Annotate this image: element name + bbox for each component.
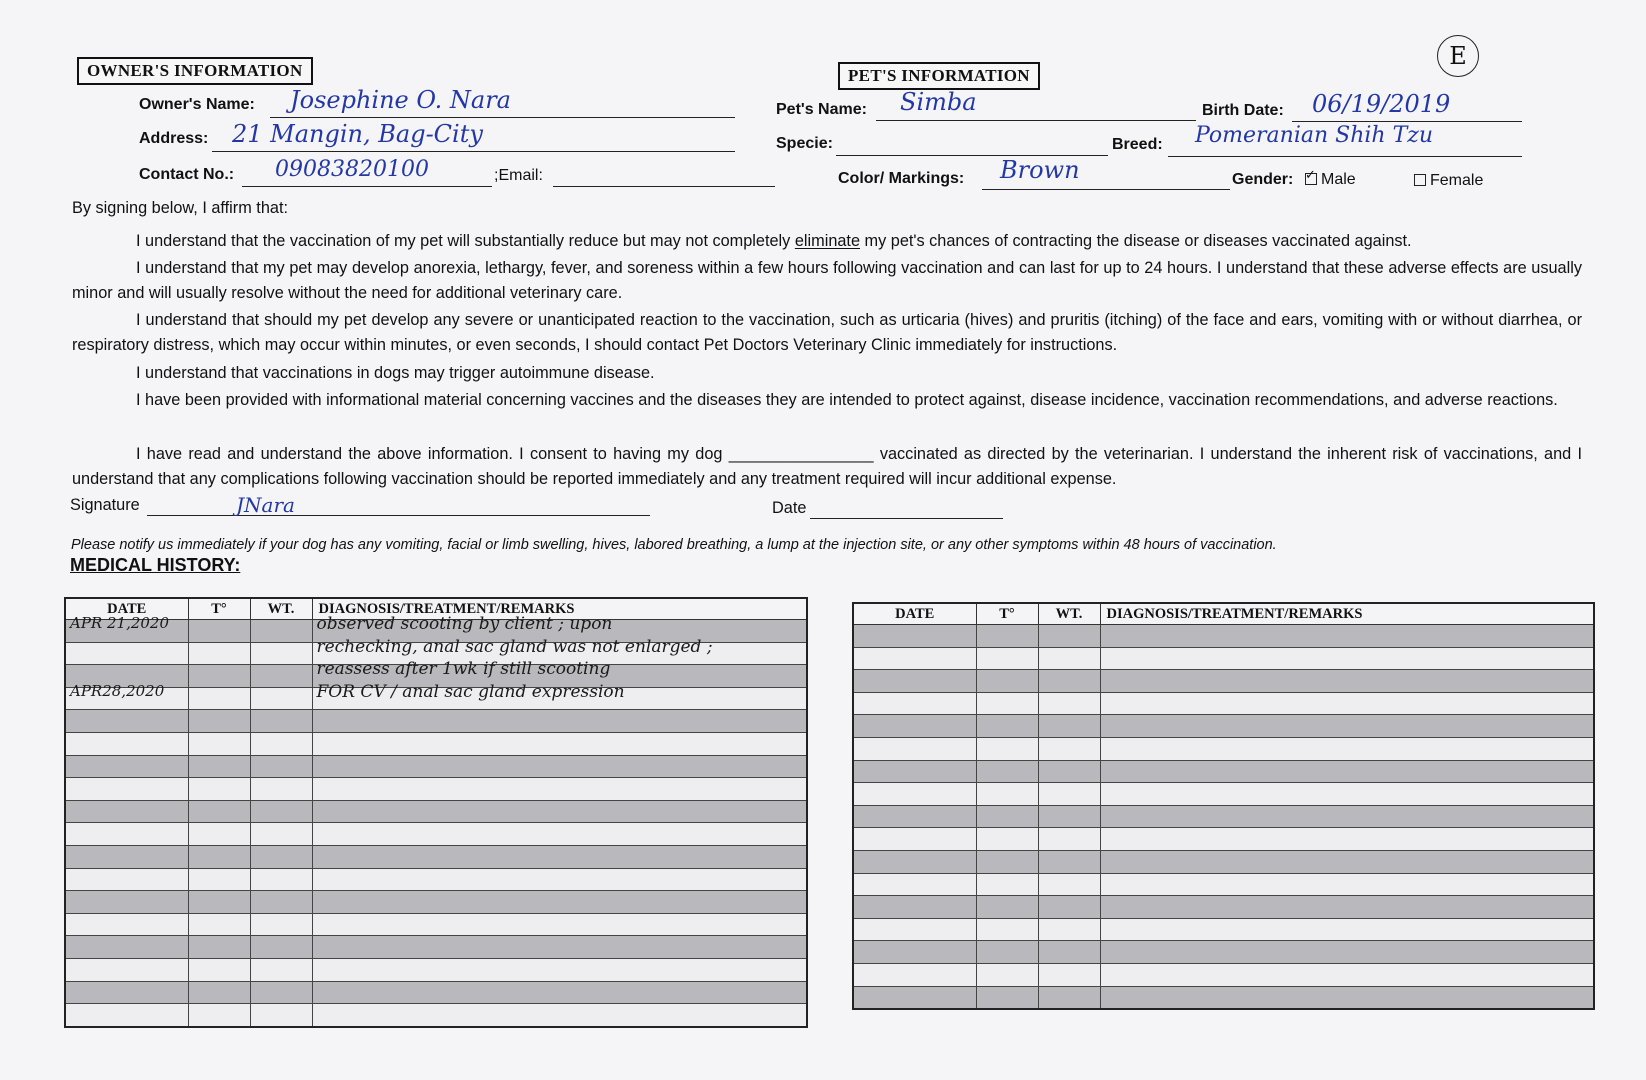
- owner-section-title: OWNER'S INFORMATION: [77, 57, 313, 85]
- cell-temp[interactable]: [188, 1004, 250, 1027]
- cell-date[interactable]: [65, 958, 188, 981]
- cell-date[interactable]: [65, 891, 188, 914]
- cell-temp[interactable]: [188, 800, 250, 823]
- cell-temp[interactable]: [188, 665, 250, 688]
- cell-date[interactable]: [853, 828, 976, 851]
- cell-date[interactable]: [65, 732, 188, 755]
- cell-temp[interactable]: [188, 642, 250, 665]
- consent-paragraph-6: [72, 442, 1582, 492]
- table-row: [853, 692, 1594, 715]
- cell-temp[interactable]: [188, 913, 250, 936]
- medical-history-title: MEDICAL HISTORY:: [70, 555, 241, 575]
- cell-date[interactable]: [853, 625, 976, 648]
- cell-remarks[interactable]: [1100, 850, 1594, 873]
- female-checkbox[interactable]: [1414, 174, 1426, 186]
- specie-label: Specie:: [776, 135, 833, 152]
- owner-name-line: [270, 117, 735, 118]
- cell-date[interactable]: [65, 681, 188, 710]
- cell-weight[interactable]: [1038, 692, 1100, 715]
- cell-remarks[interactable]: [312, 936, 807, 959]
- cell-date[interactable]: [853, 783, 976, 806]
- cell-weight[interactable]: [1038, 805, 1100, 828]
- cell-temp[interactable]: [188, 755, 250, 778]
- cell-remarks[interactable]: [312, 981, 807, 1004]
- cell-remarks[interactable]: [1100, 783, 1594, 806]
- cell-date[interactable]: [65, 936, 188, 959]
- cell-date[interactable]: [853, 647, 976, 670]
- cell-remarks-text: rechecking, anal sac gland was not enlarged ;: [316, 636, 713, 657]
- col-weight: WT.: [250, 598, 312, 620]
- cell-date[interactable]: [65, 800, 188, 823]
- cell-remarks[interactable]: [1100, 941, 1594, 964]
- gender-male-option[interactable]: [1305, 171, 1356, 189]
- cell-weight[interactable]: [1038, 941, 1100, 964]
- color-label: Color/ Markings:: [838, 170, 965, 187]
- cell-remarks[interactable]: [1100, 737, 1594, 760]
- cell-remarks[interactable]: [312, 868, 807, 891]
- table-row: [853, 873, 1594, 896]
- cell-date-text: APR28,2020: [70, 681, 165, 700]
- table-row: [65, 868, 807, 891]
- table-row: [65, 958, 807, 981]
- table-row: [853, 625, 1594, 648]
- cell-remarks[interactable]: [312, 913, 807, 936]
- cell-remarks[interactable]: [1100, 873, 1594, 896]
- color-value[interactable]: Brown: [1000, 156, 1080, 184]
- cell-remarks[interactable]: [312, 681, 807, 710]
- cell-date[interactable]: [853, 941, 976, 964]
- cell-weight[interactable]: [1038, 896, 1100, 919]
- p1-text-b: my pet's chances of contracting the disease or diseases vaccinated against.: [860, 232, 1412, 250]
- cell-weight[interactable]: [250, 936, 312, 959]
- table-row: [65, 732, 807, 755]
- cell-weight[interactable]: [1038, 986, 1100, 1009]
- table-row: [65, 687, 807, 710]
- cell-date[interactable]: [853, 918, 976, 941]
- table-row: [65, 845, 807, 868]
- cell-weight[interactable]: [1038, 850, 1100, 873]
- breed-line: [1168, 156, 1522, 157]
- cell-remarks[interactable]: [1100, 896, 1594, 919]
- gender-label: Gender:: [1232, 171, 1294, 188]
- cell-temp[interactable]: [188, 868, 250, 891]
- contact-label: Contact No.:: [139, 166, 235, 183]
- cell-weight[interactable]: [250, 981, 312, 1004]
- cell-temp[interactable]: [976, 986, 1038, 1009]
- cell-weight[interactable]: [1038, 963, 1100, 986]
- col-temp: T°: [188, 598, 250, 620]
- dog-name-blank[interactable]: ________________: [728, 445, 874, 463]
- notice-text: Please notify us immediately if your dog has any vomiting, facial or limb swelling, hives, labored breathing, a lump at the injection site, or any other symptoms within 48 hours of vaccination.: [71, 537, 1277, 553]
- cell-weight[interactable]: [250, 868, 312, 891]
- cell-temp[interactable]: [976, 805, 1038, 828]
- cell-temp[interactable]: [976, 737, 1038, 760]
- cell-remarks[interactable]: [312, 845, 807, 868]
- p6-text-b: vaccinated as directed by the veterinarian. I understand the inherent risk of vaccinations, and I understand that any complications following vaccination should be reported immediately and any treatment required will incur additional expense.: [72, 445, 1582, 488]
- cell-date[interactable]: [853, 670, 976, 693]
- table-row: [853, 647, 1594, 670]
- table-row: [853, 783, 1594, 806]
- col-remarks: DIAGNOSIS/TREATMENT/REMARKS: [312, 598, 807, 620]
- address-value[interactable]: 21 Mangin, Bag-City: [232, 120, 483, 148]
- table-row: [65, 1004, 807, 1027]
- table-row: [853, 828, 1594, 851]
- cell-remarks[interactable]: [312, 755, 807, 778]
- cell-remarks[interactable]: [1100, 760, 1594, 783]
- cell-temp[interactable]: [976, 647, 1038, 670]
- consent-intro: By signing below, I affirm that:: [72, 199, 288, 217]
- cell-temp[interactable]: [188, 845, 250, 868]
- cell-date[interactable]: [853, 805, 976, 828]
- gender-female-label: Female: [1430, 172, 1484, 189]
- cell-weight[interactable]: [250, 687, 312, 710]
- table-row: [65, 823, 807, 846]
- birth-date-label: Birth Date:: [1202, 102, 1284, 119]
- male-checkbox[interactable]: [1305, 173, 1317, 185]
- cell-weight[interactable]: [250, 665, 312, 688]
- table-row: [65, 981, 807, 1004]
- cell-date[interactable]: [65, 778, 188, 801]
- cell-date[interactable]: [853, 986, 976, 1009]
- cell-weight[interactable]: [1038, 670, 1100, 693]
- email-line: [553, 186, 775, 187]
- table-row: [853, 715, 1594, 738]
- cell-weight[interactable]: [1038, 873, 1100, 896]
- cell-temp[interactable]: [188, 936, 250, 959]
- table-row: [65, 891, 807, 914]
- cell-date[interactable]: [65, 913, 188, 936]
- cell-date[interactable]: [853, 760, 976, 783]
- cell-remarks[interactable]: [312, 778, 807, 801]
- pet-name-label: Pet's Name:: [776, 101, 867, 118]
- cell-remarks[interactable]: [1100, 692, 1594, 715]
- table-row: [65, 778, 807, 801]
- table-row: [853, 737, 1594, 760]
- cell-temp[interactable]: [976, 918, 1038, 941]
- cell-weight[interactable]: [250, 710, 312, 733]
- cell-weight[interactable]: [250, 800, 312, 823]
- pet-name-line: [876, 120, 1196, 121]
- cell-temp[interactable]: [188, 891, 250, 914]
- cell-temp[interactable]: [976, 828, 1038, 851]
- cell-weight[interactable]: [250, 913, 312, 936]
- cell-remarks[interactable]: [312, 823, 807, 846]
- cell-remarks[interactable]: [312, 732, 807, 755]
- cell-temp[interactable]: [976, 850, 1038, 873]
- cell-temp[interactable]: [188, 823, 250, 846]
- cell-date[interactable]: [853, 850, 976, 873]
- col-weight: WT.: [1038, 603, 1100, 625]
- birth-date-line: [1292, 121, 1522, 122]
- table-row: [853, 941, 1594, 964]
- cell-temp[interactable]: [976, 715, 1038, 738]
- p1-underlined: eliminate: [794, 232, 861, 250]
- cell-date[interactable]: [65, 845, 188, 868]
- table-row: [853, 896, 1594, 919]
- cell-remarks[interactable]: [312, 891, 807, 914]
- owner-name-label: Owner's Name:: [139, 96, 255, 113]
- cell-date[interactable]: [853, 896, 976, 919]
- signature-line: [147, 515, 650, 516]
- cell-date[interactable]: [853, 715, 976, 738]
- date-label: Date: [772, 499, 807, 517]
- address-line: [212, 151, 735, 152]
- table-row: [853, 760, 1594, 783]
- table-row: [65, 913, 807, 936]
- cell-weight[interactable]: [250, 1004, 312, 1027]
- contact-line: [242, 186, 492, 187]
- table-row: [65, 755, 807, 778]
- pet-section-title: PET'S INFORMATION: [838, 62, 1040, 90]
- table-row: [853, 805, 1594, 828]
- gender-female-option[interactable]: [1414, 172, 1483, 190]
- contact-value[interactable]: 09083820100: [275, 157, 429, 182]
- cell-weight[interactable]: [1038, 737, 1100, 760]
- cell-temp[interactable]: [188, 981, 250, 1004]
- cell-date[interactable]: [65, 755, 188, 778]
- medical-history-table-left: [64, 597, 808, 1028]
- cell-date[interactable]: [853, 873, 976, 896]
- cell-remarks[interactable]: [1100, 918, 1594, 941]
- cell-temp[interactable]: [976, 692, 1038, 715]
- pet-name-value[interactable]: Simba: [900, 88, 977, 116]
- cell-remarks[interactable]: [1100, 670, 1594, 693]
- consent-paragraph-2: I understand that my pet may develop anorexia, lethargy, fever, and soreness within a few hours following vaccination and can last for up to 24 hours. I understand that these adverse effects are usually minor and will usually resolve without the need for additional veterinary care.: [72, 259, 1582, 302]
- cell-date[interactable]: [65, 642, 188, 665]
- cell-temp[interactable]: [976, 760, 1038, 783]
- cell-date[interactable]: [65, 1004, 188, 1027]
- table-row: [853, 670, 1594, 693]
- cell-temp[interactable]: [976, 670, 1038, 693]
- cell-weight[interactable]: [250, 778, 312, 801]
- col-date: DATE: [65, 598, 188, 620]
- cell-remarks[interactable]: [1100, 805, 1594, 828]
- cell-weight[interactable]: [250, 755, 312, 778]
- table-row: [853, 918, 1594, 941]
- cell-remarks[interactable]: [1100, 647, 1594, 670]
- cell-weight[interactable]: [1038, 783, 1100, 806]
- birth-date-value[interactable]: 06/19/2019: [1312, 90, 1451, 118]
- gender-male-label: Male: [1321, 171, 1356, 188]
- color-line: [982, 189, 1230, 190]
- cell-temp[interactable]: [976, 783, 1038, 806]
- cell-remarks[interactable]: [1100, 828, 1594, 851]
- cell-weight[interactable]: [1038, 828, 1100, 851]
- cell-temp[interactable]: [188, 687, 250, 710]
- cell-temp[interactable]: [188, 958, 250, 981]
- col-remarks: DIAGNOSIS/TREATMENT/REMARKS: [1100, 603, 1594, 625]
- cell-date[interactable]: [65, 614, 188, 643]
- p1-text-a: I understand that the vaccination of my pet will substantially reduce but may not completely: [136, 232, 795, 250]
- cell-temp[interactable]: [976, 625, 1038, 648]
- cell-remarks[interactable]: [1100, 625, 1594, 648]
- cell-weight[interactable]: [1038, 760, 1100, 783]
- cell-date[interactable]: [853, 963, 976, 986]
- signature-label: Signature: [70, 496, 140, 514]
- breed-label: Breed:: [1112, 136, 1163, 153]
- signature-value[interactable]: JNara: [236, 493, 295, 517]
- consent-paragraph-3: I understand that should my pet develop any severe or unanticipated reaction to the vaccination, such as urticaria (hives) and pruritis (itching) of the face and ears, vomiting with or without diarrhea, or respiratory distress, which may occur within minutes, or even seconds, I should contact Pet Doctors Veterinary Clinic immediately for instructions.: [72, 311, 1582, 354]
- cell-weight[interactable]: [250, 958, 312, 981]
- date-line: [810, 518, 1003, 519]
- email-label: ;Email:: [494, 167, 543, 184]
- owner-name-value[interactable]: Josephine O. Nara: [290, 86, 511, 114]
- cell-remarks[interactable]: [312, 958, 807, 981]
- table-row: [853, 850, 1594, 873]
- table-row: [65, 936, 807, 959]
- breed-value[interactable]: Pomeranian Shih Tzu: [1195, 123, 1434, 148]
- cell-remarks[interactable]: [312, 1004, 807, 1027]
- consent-paragraph-1: [72, 229, 1582, 254]
- cell-weight[interactable]: [1038, 918, 1100, 941]
- cell-remarks[interactable]: [1100, 986, 1594, 1009]
- cell-weight[interactable]: [250, 823, 312, 846]
- table-row: [65, 800, 807, 823]
- cell-temp[interactable]: [976, 873, 1038, 896]
- table-row: [853, 963, 1594, 986]
- cell-remarks-text: FOR CV / anal sac gland expression: [316, 681, 625, 702]
- cell-temp[interactable]: [188, 732, 250, 755]
- table-header-row: [853, 603, 1594, 625]
- cell-weight[interactable]: [250, 732, 312, 755]
- cell-weight[interactable]: [250, 620, 312, 643]
- cell-date[interactable]: [65, 981, 188, 1004]
- cell-weight[interactable]: [1038, 715, 1100, 738]
- cell-weight[interactable]: [1038, 647, 1100, 670]
- cell-temp[interactable]: [188, 710, 250, 733]
- cell-date-text: APR 21,2020: [70, 614, 170, 632]
- table-row: [65, 710, 807, 733]
- cell-weight[interactable]: [250, 891, 312, 914]
- cell-temp[interactable]: [976, 941, 1038, 964]
- cell-remarks-text: reassess after 1wk if still scooting: [316, 659, 611, 680]
- cell-weight[interactable]: [250, 845, 312, 868]
- cell-date[interactable]: [65, 823, 188, 846]
- cell-temp[interactable]: [188, 620, 250, 643]
- cell-remarks[interactable]: [1100, 715, 1594, 738]
- cell-date[interactable]: [65, 710, 188, 733]
- col-date: DATE: [853, 603, 976, 625]
- p6-text-a: I have read and understand the above information. I consent to having my dog: [136, 445, 729, 463]
- consent-paragraph-4: I understand that vaccinations in dogs may trigger autoimmune disease.: [136, 364, 655, 382]
- medical-history-table-right: [852, 602, 1595, 1010]
- cell-remarks-text: observed scooting by client ; upon: [316, 614, 613, 634]
- table-row: [853, 986, 1594, 1009]
- cell-remarks[interactable]: [1100, 963, 1594, 986]
- cell-weight[interactable]: [1038, 625, 1100, 648]
- col-temp: T°: [976, 603, 1038, 625]
- consent-paragraph-5: I have been provided with informational material concerning vaccines and the diseases they are intended to protect against, disease incidence, vaccination recommendations, and adverse reactions.: [136, 391, 1558, 409]
- cell-remarks[interactable]: [312, 710, 807, 733]
- cell-remarks[interactable]: [312, 800, 807, 823]
- cell-date[interactable]: [65, 868, 188, 891]
- corner-mark: E: [1437, 35, 1479, 77]
- cell-temp[interactable]: [976, 963, 1038, 986]
- address-label: Address:: [139, 130, 209, 147]
- cell-date[interactable]: [853, 692, 976, 715]
- cell-temp[interactable]: [976, 896, 1038, 919]
- cell-date[interactable]: [853, 737, 976, 760]
- cell-weight[interactable]: [250, 642, 312, 665]
- cell-temp[interactable]: [188, 778, 250, 801]
